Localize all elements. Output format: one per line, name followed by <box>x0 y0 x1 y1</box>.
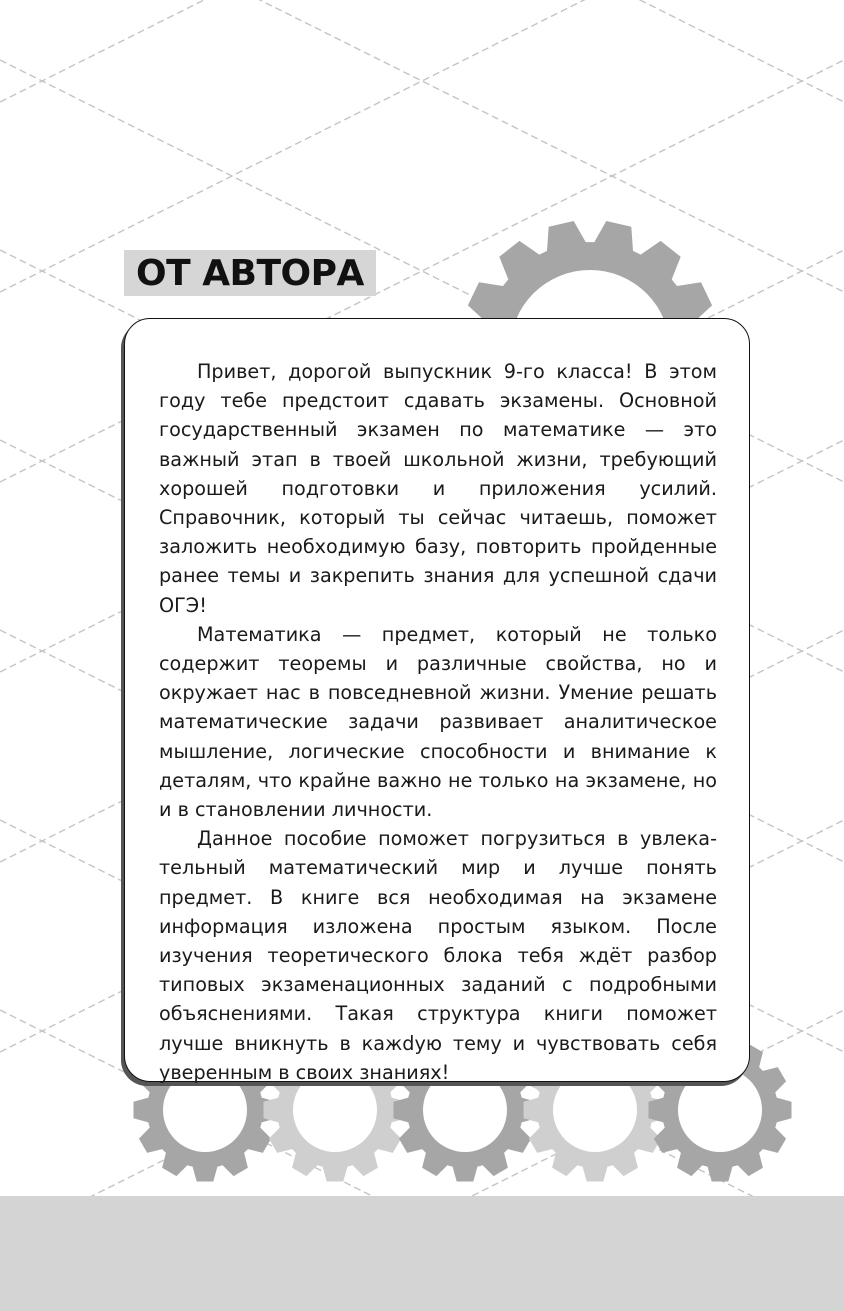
paragraph-3: Данное пособие поможет погрузиться в увлекательный математический мир и лучше понять предмет. В книге вся необходимая на экзамене информация изложена простым языком. После изучения теоретического блока тебя ждёт разбор типовых экзаменационных заданий с подробными объяснениями. Такая структура книги поможет лучше вникнуть в кажdую тему и чувствовать себя уверенным в своих знаниях! <box>159 827 717 1084</box>
bottom-band <box>0 1196 844 1311</box>
section-heading: ОТ АВТОРА <box>124 250 376 296</box>
text-box <box>124 318 750 1082</box>
paragraph-1: Привет, дорогой выпускник 9-го класса! В этом году тебе предстоит сдавать экзамены. Основной государственный экзамен по математике — это важный этап в твоей школьной жизни, требующий хорошей подготовки и приложения усилий. Справочник, который ты сейчас читаешь, поможет заложить необходимую базу, повторить пройденные ранее темы и закрепить знания для успешной сдачи ОГЭ! <box>159 360 717 617</box>
paragraph-2: Математика — предмет, который не только содержит теоремы и различные свойства, но и окружает нас в повседневной жизни. Умение решать математические задачи развивает аналитическое мышление, логические способности и внимание к деталям, что крайне важно не только на экзамене, но и в становлении личности. <box>159 622 717 822</box>
